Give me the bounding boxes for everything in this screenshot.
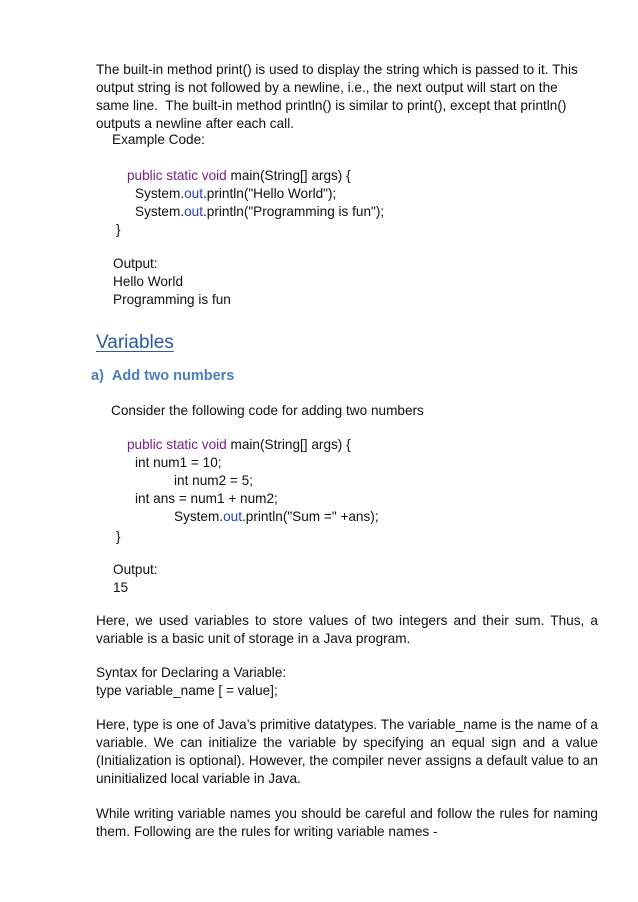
- output2-value: 15: [113, 580, 129, 595]
- code2-line-2: int num1 = 10;: [135, 455, 222, 470]
- output1-line-1: Hello World: [113, 274, 184, 289]
- code2-line-5-a: System.: [174, 509, 224, 524]
- code2-line-5-out: out: [223, 509, 243, 524]
- code2-line-3: int num2 = 5;: [174, 473, 253, 488]
- code2-keywords: public static void: [127, 437, 227, 452]
- code2-signature: main(String[] args) {: [226, 437, 351, 452]
- example-label: Example Code:: [112, 132, 205, 147]
- paragraph-datatypes: Here, type is one of Java’s primitive datatypes. The variable_name is the name of a variable. We can initialize the variable by specifying an equal sign and a value (Initialization is optional). However, the compiler never assigns a default value to an uninitialized local variable in Java.: [96, 717, 598, 786]
- intro-line-3: same line. The built-in method println() is similar to print(), except that println(): [96, 98, 567, 113]
- code2-line-1: [127, 436, 351, 454]
- code1-line-2-a: System.: [135, 186, 185, 201]
- consider-text: Consider the following code for adding two numbers: [111, 403, 424, 418]
- code1-line-2-out: out: [184, 186, 204, 201]
- output2-label: Output:: [113, 562, 158, 577]
- paragraph-variables-intro: Here, we used variables to store values of two integers and their sum. Thus, a variable is a basic unit of storage in a Java program.: [96, 613, 598, 646]
- code1-line-3-out: out: [184, 204, 204, 219]
- intro-line-1: The built-in method print() is used to display the string which is passed to it. This: [96, 62, 578, 77]
- intro-line-2: output string is not followed by a newline, i.e., the next output will start on the: [96, 80, 558, 95]
- code1-keywords: public static void: [127, 168, 227, 183]
- code2-line-4: int ans = num1 + num2;: [135, 491, 278, 506]
- code1-signature: main(String[] args) {: [226, 168, 351, 183]
- code1-line-3-b: .println("Programming is fun");: [203, 204, 385, 219]
- subsection-title: Add two numbers: [111, 368, 235, 384]
- code1-line-3-a: System.: [135, 204, 185, 219]
- code2-closing-brace: }: [116, 529, 121, 544]
- syntax-line: type variable_name [ = value];: [96, 683, 278, 698]
- code2-line-5: [174, 508, 379, 526]
- code1-line-2: [135, 185, 336, 203]
- code2-line-5-b: .println("Sum =" +ans);: [242, 509, 379, 524]
- paragraph-naming-rules: While writing variable names you should be careful and follow the rules for naming them. Following are the rules for writing variable names -: [96, 806, 598, 839]
- output1-label: Output:: [113, 256, 158, 271]
- code1-closing-brace: }: [116, 222, 121, 237]
- output1-line-2: Programming is fun: [113, 292, 231, 307]
- intro-line-4: outputs a newline after each call.: [96, 116, 294, 131]
- subsection-heading: [91, 367, 234, 385]
- code1-line-3: [135, 203, 384, 221]
- syntax-heading: Syntax for Declaring a Variable:: [96, 665, 287, 680]
- code1-line-1: [127, 167, 351, 185]
- subsection-marker: a): [91, 368, 104, 384]
- section-title: Variables: [96, 332, 174, 353]
- code1-line-2-b: .println("Hello World");: [203, 186, 337, 201]
